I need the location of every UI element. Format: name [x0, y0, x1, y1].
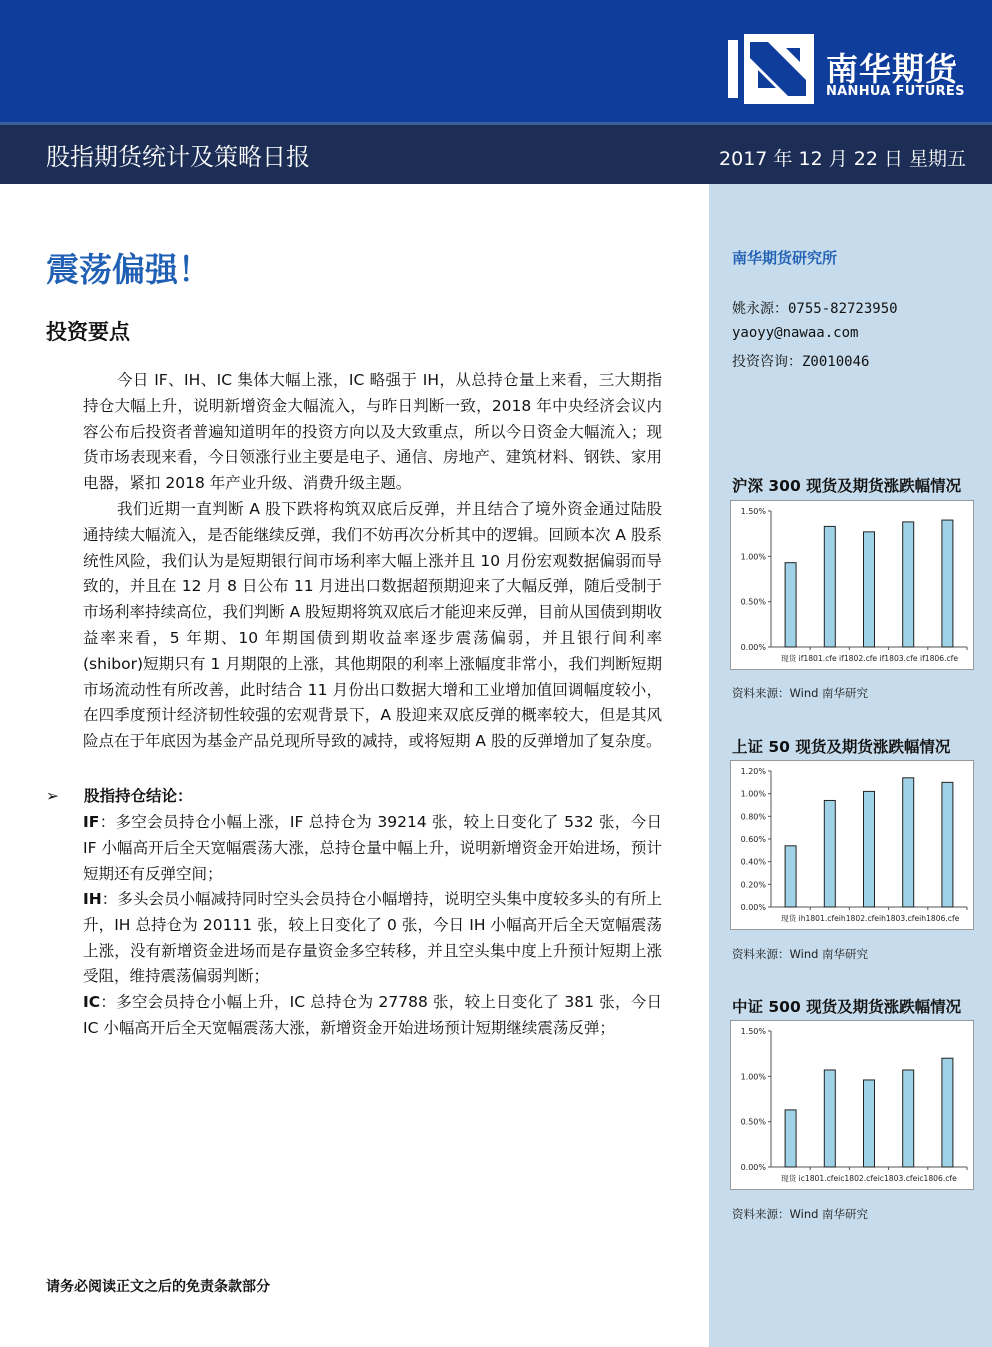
bullet-title: 股指持仓结论： [84, 787, 193, 805]
arrow-bullet-icon: ➢ [46, 787, 59, 805]
ih-text: ：多头会员小幅减持同时空头会员持仓小幅增持，说明空头集中度较多头的有所上升，IH 总持仓为 20111 张，较上日变化了 0 张，今日 IH 小幅高开后全天宽幅震荡上涨，没有新增资金进场而是存量资金多空转移，并且空头集中度上升预计短期上涨受阻，维持震荡偏弱判断； [83, 890, 662, 986]
chart-title-zz500: 中证 500 现货及期货涨跌幅情况 [732, 998, 962, 1016]
paragraph-market-summary: 今日 IF、IH、IC 集体大幅上涨，IC 略强于 IH，从总持仓量上来看，三大期指持仓大幅上升，说明新增资金大幅流入，与昨日判断一致，2018 年中央经济会议内容公布后投资者普遍知道明年的投资方向以及大致重点，所以今日资金大幅流入；现货市场表现来看，今日领涨行业主要是电子、通信、房地产、建筑材料、钢铁、家用电器，紧扣 2018 年产业升级、消费升级主题。 [83, 371, 662, 493]
y-tick-label: 0.50% [740, 1117, 766, 1127]
ih-label: IH [83, 890, 102, 908]
ic-position-text [83, 990, 662, 1042]
bar-ic1806.cfe [942, 1058, 953, 1167]
chart-title-hs300: 沪深 300 现货及期货涨跌幅情况 [732, 477, 962, 495]
chart-sz50 [730, 760, 974, 930]
y-tick-label: 1.50% [740, 1027, 766, 1036]
y-tick-label: 0.00% [740, 903, 766, 912]
bar-现货 [785, 563, 796, 647]
chart-source-sz50: 资料来源：Wind 南华研究 [732, 947, 869, 961]
y-tick-label: 1.00% [740, 552, 766, 562]
x-category-labels: 现货 if1801.cfe if1802.cfe if1803.cfe if1806.cfe [781, 654, 959, 663]
bar-ic1801.cfe [824, 1070, 835, 1167]
x-category-labels: 现货 ih1801.cfeih1802.cfeih1803.cfeih1806.cfe [781, 914, 960, 923]
y-tick-label: 1.20% [740, 767, 766, 776]
y-tick-label: 0.60% [740, 835, 766, 844]
chart-zz500-svg [731, 1021, 973, 1189]
analyst-contact: 姚永源：0755-82723950 [732, 301, 898, 317]
y-tick-label: 0.80% [740, 812, 766, 822]
body-paragraphs [83, 368, 662, 755]
y-tick-label: 0.40% [740, 857, 766, 867]
bar-ih1801.cfe [824, 800, 835, 907]
if-position-text [83, 810, 662, 887]
bar-现货 [785, 846, 796, 907]
y-tick-label: 0.50% [740, 597, 766, 607]
brand-name-en: NANHUA FUTURES [826, 84, 965, 99]
chart-source-hs300: 资料来源：Wind 南华研究 [732, 686, 869, 700]
y-tick-label: 1.00% [740, 1072, 766, 1082]
bar-if1806.cfe [942, 520, 953, 647]
bar-if1802.cfe [864, 532, 875, 647]
ic-text: ：多空会员持仓小幅上升，IC 总持仓为 27788 张，较上日变化了 381 张，今日 IC 小幅高开后全天宽幅震荡大涨，新增资金开始进场预计短期继续震荡反弹； [83, 993, 662, 1037]
license-number: 投资咨询：Z0010046 [732, 354, 870, 370]
y-tick-label: 0.20% [740, 880, 766, 890]
y-tick-label: 1.50% [740, 507, 766, 516]
bar-ih1806.cfe [942, 782, 953, 907]
chart-sz50-svg [731, 761, 973, 929]
y-tick-label: 1.00% [740, 789, 766, 799]
ic-label: IC [83, 993, 101, 1011]
ih-position-text [83, 887, 662, 990]
bar-if1803.cfe [903, 522, 914, 647]
bar-现货 [785, 1110, 796, 1167]
bar-ih1803.cfe [903, 778, 914, 907]
bar-ih1802.cfe [864, 791, 875, 907]
brand-name-cn: 南华期货 [826, 50, 959, 88]
y-tick-label: 0.00% [740, 1163, 766, 1172]
chart-source-zz500: 资料来源：Wind 南华研究 [732, 1207, 869, 1221]
bullet-heading [46, 784, 193, 806]
paragraph-analysis: 我们近期一直判断 A 股下跌将构筑双底后反弹，并且结合了境外资金通过陆股通持续大幅流入，是否能继续反弹，我们不妨再次分析其中的逻辑。回顾本次 A 股系统性风险，我们认为是短期银行间市场利率大幅上涨并且 10 月份宏观数据偏弱而导致的，并且在 12 月 8 日公布 11 月进出口数据超预期迎来了大幅反弹，随后受制于市场利率持续高位，我们判断 A 股短期将筑双底后才能迎来反弹，目前从国债到期收益率来看，5 年期、10 年期国债到期收益率逐步震荡偏弱，并且银行间利率(shibor)短期只有 1 月期限的上涨，其他期限的利率上涨幅度非常小，我们判断短期市场流动性有所改善，此时结合 11 月份出口数据大增和工业增加值回调幅度较小，在四季度预计经济韧性较强的宏观背景下，A 股迎来双底反弹的概率较大，但是其风险点在于年底因为基金产品兑现所导致的减持，或将短期 A 股的反弹增加了复杂度。 [83, 499, 662, 751]
chart-zz500 [730, 1020, 974, 1190]
if-label: IF [83, 813, 100, 831]
bar-ic1802.cfe [864, 1080, 875, 1167]
x-category-labels: 现货 ic1801.cfeic1802.cfeic1803.cfeic1806.cfe [781, 1174, 957, 1183]
analyst-email[interactable]: yaoyy@nawaa.com [732, 325, 859, 341]
chart-hs300-svg [731, 501, 973, 669]
nanhua-logo-icon [728, 34, 814, 104]
bar-if1801.cfe [824, 526, 835, 647]
report-date: 2017 年 12 月 22 日 星期五 [719, 148, 966, 170]
disclaimer-note: 请务必阅读正文之后的免责条款部分 [46, 1279, 270, 1295]
bar-ic1803.cfe [903, 1070, 914, 1167]
chart-hs300 [730, 500, 974, 670]
if-text: ：多空会员持仓小幅上涨，IF 总持仓为 39214 张，较上日变化了 532 张，今日 IF 小幅高开后全天宽幅震荡大涨，总持仓量中幅上升，说明新增资金开始进场，预计短期还有反弹空间； [83, 813, 662, 883]
research-institute: 南华期货研究所 [732, 249, 838, 267]
section-title: 投资要点 [46, 320, 130, 344]
headline: 震荡偏强！ [46, 250, 211, 289]
chart-title-sz50: 上证 50 现货及期货涨跌幅情况 [732, 738, 951, 756]
y-tick-label: 0.00% [740, 643, 766, 652]
report-title: 股指期货统计及策略日报 [46, 143, 310, 171]
